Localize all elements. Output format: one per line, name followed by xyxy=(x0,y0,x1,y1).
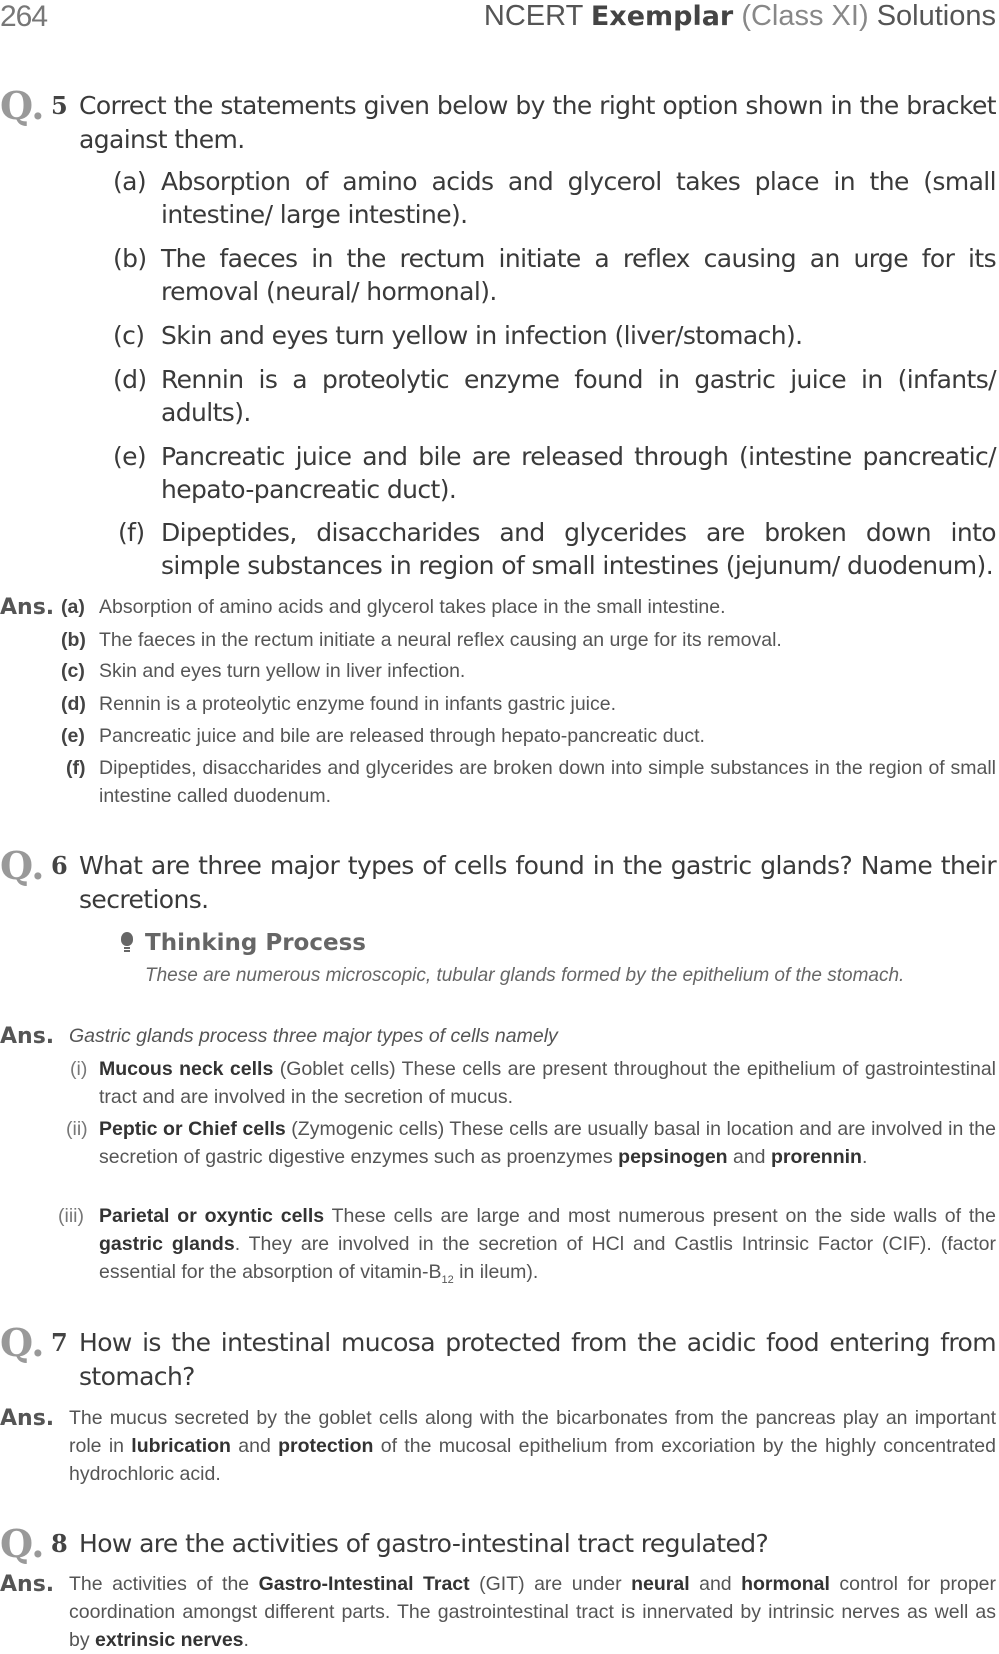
answer-item-label: (c) xyxy=(61,660,85,682)
item-label: (a) xyxy=(113,167,147,196)
answer-item-label: (d) xyxy=(61,693,86,715)
cell-type-term: Parietal or oxyntic cells xyxy=(99,1205,325,1227)
answer-item-label: (f) xyxy=(66,757,86,779)
header-prefix: NCERT xyxy=(483,0,583,32)
answer-item-label: (i) xyxy=(70,1058,88,1080)
answer-text xyxy=(69,1570,996,1654)
answer-item-text: Absorption of amino acids and glycerol takes place in the small intestine. xyxy=(99,596,726,618)
item-text: The faeces in the rectum initiate a reflex causing an urge for its removal (neural/ hormonal). xyxy=(161,244,996,306)
answer-item-text: and xyxy=(727,1146,771,1168)
question-item xyxy=(113,319,996,352)
item-label: (e) xyxy=(113,442,147,471)
answer-text-part: . xyxy=(243,1629,249,1651)
question-item xyxy=(113,363,996,429)
answer-item-label: (iii) xyxy=(58,1205,84,1227)
answer-text-part: of the mucosal epithelium from excoriation by the highly concentrated hydrochloric acid. xyxy=(69,1435,996,1485)
answer-item-label: (a) xyxy=(61,596,85,618)
question-number: 5 xyxy=(51,91,68,120)
question-item xyxy=(113,165,996,231)
answer-item xyxy=(61,657,996,685)
answer-item-text: . xyxy=(861,1146,868,1168)
answer-item xyxy=(61,690,996,718)
answer-label: Ans. xyxy=(0,595,55,620)
question-item xyxy=(113,516,996,582)
answer-item-text: These cells are large and most numerous present on the side walls of the xyxy=(324,1205,996,1227)
answer-item xyxy=(61,754,996,810)
answer-item-text: (Zymogenic cells) These cells are usually basal in location and are involved in the secretion of gastric digestive enzymes such as proenzymes xyxy=(99,1118,996,1168)
term: pepsinogen xyxy=(618,1146,728,1168)
lightbulb-base-icon xyxy=(124,947,130,952)
answer-label: Ans. xyxy=(0,1572,55,1597)
answer-label: Ans. xyxy=(0,1024,55,1049)
cell-type-term: Mucous neck cells xyxy=(99,1058,274,1080)
answer-item-label: (b) xyxy=(61,629,86,651)
answer-item-label: (ii) xyxy=(66,1118,88,1140)
question-text: How is the intestinal mucosa protected from the acidic food entering from stomach? xyxy=(79,1328,996,1391)
answer-item-text: Rennin is a proteolytic enzyme found in infants gastric juice. xyxy=(99,693,617,715)
header-suffix: Solutions xyxy=(876,0,996,32)
answer-item-text: in ileum). xyxy=(453,1261,539,1283)
page-number: 264 xyxy=(0,0,48,33)
answer-intro: Gastric glands process three major types of cells namely xyxy=(69,1025,558,1047)
answer-label: Ans. xyxy=(0,1406,55,1431)
answer-item xyxy=(61,593,996,621)
answer-item-text: Pancreatic juice and bile are released through hepato-pancreatic duct. xyxy=(99,725,705,747)
header-class: (Class XI) xyxy=(741,0,869,32)
answer-item-text: Dipeptides, disaccharides and glycerides are broken down into simple substances in the region of small intestine called duodenum. xyxy=(99,757,996,807)
term: protection xyxy=(278,1435,374,1457)
term: Gastro-Intestinal Tract xyxy=(258,1573,470,1595)
answer-item xyxy=(61,1115,996,1171)
term: gastric glands xyxy=(99,1233,235,1255)
answer-text-part: The mucus secreted by the goblet cells along with the bicarbonates from the pancreas play an important role in xyxy=(69,1407,996,1457)
running-header xyxy=(484,0,996,33)
item-text: Absorption of amino acids and glycerol takes place in the (small intestine/ large intestine). xyxy=(161,167,996,229)
question-text: What are three major types of cells found in the gastric glands? Name their secretions. xyxy=(79,851,996,914)
question-text: Correct the statements given below by the right option shown in the bracket against them. xyxy=(79,91,996,154)
lightbulb-icon xyxy=(121,932,133,946)
question-text: How are the activities of gastro-intestinal tract regulated? xyxy=(79,1529,769,1558)
answer-text-part: (GIT) are under xyxy=(469,1573,632,1595)
thinking-process-title: Thinking Process xyxy=(145,930,366,956)
item-text: Rennin is a proteolytic enzyme found in gastric juice in (infants/ adults). xyxy=(161,365,996,427)
thinking-process-text: These are numerous microscopic, tubular glands formed by the epithelium of the stomach. xyxy=(145,965,905,986)
question-mark-q6: Q. xyxy=(0,843,45,888)
answer-item xyxy=(58,1202,996,1294)
answer-item-text: Skin and eyes turn yellow in liver infection. xyxy=(99,660,466,682)
subscript: 12 xyxy=(441,1273,454,1286)
header-bold: Exemplar xyxy=(590,1,734,32)
question-number: 8 xyxy=(51,1529,68,1558)
term: hormonal xyxy=(741,1573,830,1595)
question-item xyxy=(113,242,996,308)
item-label: (d) xyxy=(113,365,147,394)
question-number: 6 xyxy=(51,851,68,880)
item-label: (b) xyxy=(113,244,147,273)
term: prorennin xyxy=(770,1146,862,1168)
answer-item-text: The faeces in the rectum initiate a neural reflex causing an urge for its removal. xyxy=(99,629,782,651)
question-mark-q5: Q. xyxy=(0,83,45,128)
question-mark-q8: Q. xyxy=(0,1521,45,1566)
answer-item xyxy=(61,1055,996,1111)
term: lubrication xyxy=(131,1435,231,1457)
cell-type-term: Peptic or Chief cells xyxy=(99,1118,286,1140)
question-mark-q7: Q. xyxy=(0,1320,45,1365)
answer-item xyxy=(61,626,996,654)
answer-text-part: and xyxy=(230,1435,279,1457)
question-number: 7 xyxy=(51,1328,68,1357)
answer-text-part: and xyxy=(689,1573,742,1595)
answer-item-label: (e) xyxy=(61,725,85,747)
item-text: Dipeptides, disaccharides and glycerides are broken down into simple substances in region of small intestines (jejunum/ duodenum). xyxy=(161,518,996,580)
answer-text xyxy=(69,1404,996,1488)
item-label: (c) xyxy=(113,321,145,350)
answer-item-text: . They are involved in the secretion of HCl and Castlis Intrinsic Factor (CIF). (factor essential for the absorption of vitamin-B xyxy=(99,1233,996,1283)
term: extrinsic nerves xyxy=(95,1629,244,1651)
question-item xyxy=(113,440,996,506)
answer-text-part: The activities of the xyxy=(69,1573,259,1595)
answer-item xyxy=(61,722,996,750)
answer-text-part: control for proper coordination amongst different parts. The gastrointestinal tract is innervated by intrinsic nerves as well as by xyxy=(69,1573,997,1651)
item-label: (f) xyxy=(118,518,145,547)
answer-item-text: (Goblet cells) These cells are present throughout the epithelium of gastrointestinal tract and are involved in the secretion of mucus. xyxy=(99,1058,996,1108)
item-text: Skin and eyes turn yellow in infection (liver/stomach). xyxy=(161,321,803,350)
term: neural xyxy=(631,1573,690,1595)
item-text: Pancreatic juice and bile are released through (intestine pancreatic/ hepato-pancreatic duct). xyxy=(161,442,996,504)
